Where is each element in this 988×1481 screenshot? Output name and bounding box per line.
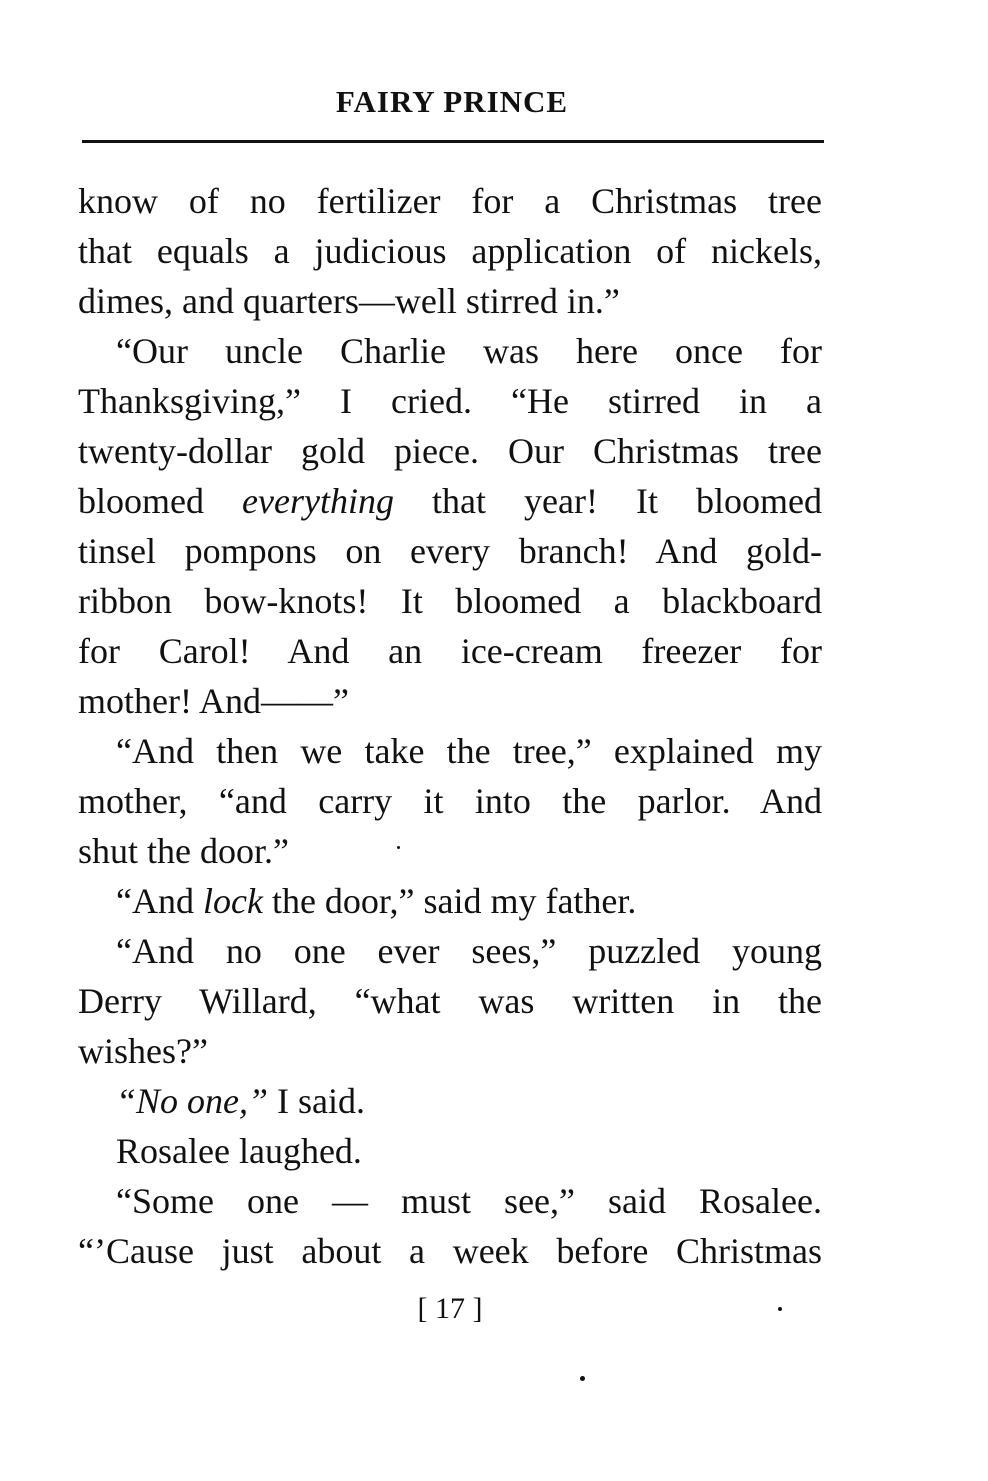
text-line: “No one,” I said. <box>116 1081 366 1121</box>
text-line: Derry Willard, “what was written in the <box>78 981 822 1021</box>
ink-speck <box>580 1376 585 1381</box>
text-line: “’Cause just about a week before Christmas <box>78 1231 822 1271</box>
text-line: “And no one ever sees,” puzzled young <box>116 931 822 971</box>
text-line: ribbon bow-knots! It bloomed a blackboard <box>78 581 822 621</box>
text-line: Thanksgiving,” I cried. “He stirred in a <box>78 381 822 421</box>
ink-speck <box>778 1307 782 1311</box>
italic-emphasis: “No one,” <box>116 1081 269 1121</box>
italic-emphasis: lock <box>202 881 263 921</box>
text-line: Rosalee laughed. <box>116 1131 362 1171</box>
text-line: “Some one — must see,” said Rosalee. <box>116 1181 822 1221</box>
text-line: “And lock the door,” said my father. <box>116 881 637 921</box>
text-line: tinsel pompons on every branch! And gold- <box>78 531 822 571</box>
running-head: FAIRY PRINCE <box>335 84 569 119</box>
text-line: shut the door.” <box>78 831 289 871</box>
text-line: dimes, and quarters—well stirred in.” <box>78 281 620 321</box>
text-line: wishes?” <box>78 1031 208 1071</box>
text-line: that equals a judicious application of nickels, <box>78 231 822 271</box>
text-line: “And then we take the tree,” explained my <box>116 731 822 771</box>
text-line: for Carol! And an ice-cream freezer for <box>78 631 822 671</box>
text-line: mother! And——” <box>78 681 349 721</box>
text-line: “Our uncle Charlie was here once for <box>116 331 822 371</box>
header-rule <box>82 140 824 143</box>
text-line: know of no fertilizer for a Christmas tree <box>78 181 822 221</box>
text-line: bloomed everything that year! It bloomed <box>78 481 823 521</box>
text-line: twenty-dollar gold piece. Our Christmas tree <box>78 431 822 471</box>
text-line: mother, “and carry it into the parlor. And <box>78 781 822 821</box>
ink-speck <box>397 846 400 849</box>
page-number: [ 17 ] <box>417 1292 483 1325</box>
italic-emphasis: everything <box>242 481 394 521</box>
